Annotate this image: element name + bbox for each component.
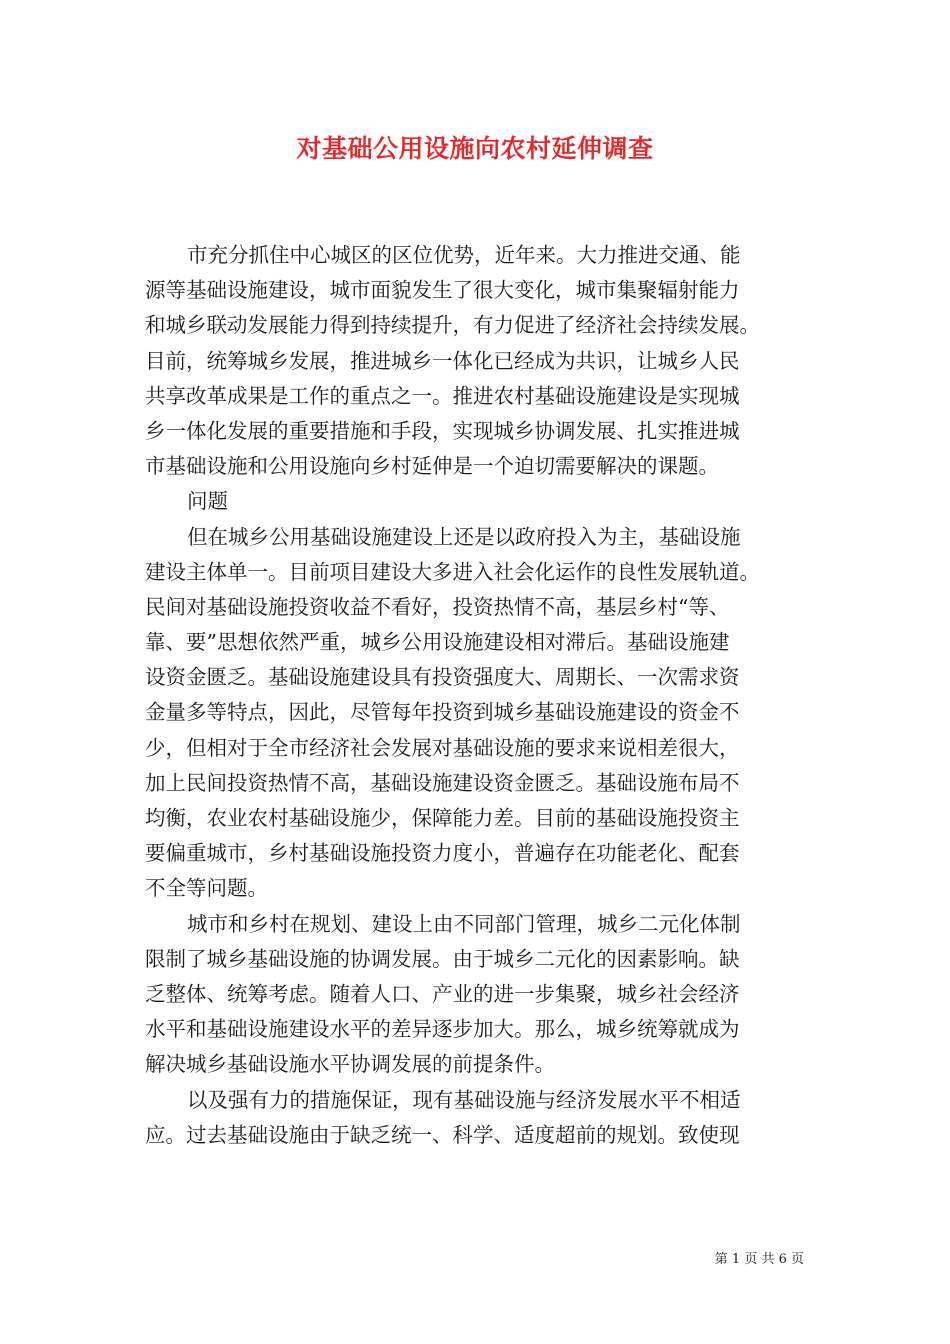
body-line: 乏整体、统筹考虑。随着人口、产业的进一步集聚，城乡社会经济 — [145, 981, 740, 1006]
body-line: 少，但相对于全市经济社会发展对基础设施的要求来说相差很大， — [145, 735, 740, 760]
body-line: 乡一体化发展的重要措施和手段，实现城乡协调发展、扎实推进城 — [145, 418, 740, 443]
body-line: 要偏重城市，乡村基础设施投资力度小，普遍存在功能老化、配套 — [145, 841, 740, 866]
body-line: 建设主体单一。目前项目建设大多进入社会化运作的良性发展轨道。 — [145, 559, 760, 584]
document-title: 对基础公用设施向农村延伸调查 — [296, 134, 654, 163]
body-line: 市基础设施和公用设施向乡村延伸是一个迫切需要解决的课题。 — [145, 454, 719, 479]
body-line: 城市和乡村在规划、建设上由不同部门管理，城乡二元化体制 — [187, 911, 741, 936]
body-line: 共享改革成果是工作的重点之一。推进农村基础设施建设是实现城 — [145, 383, 740, 408]
body-line: 但在城乡公用基础设施建设上还是以政府投入为主，基础设施 — [187, 524, 741, 549]
body-line: 金量多等特点，因此，尽管每年投资到城乡基础设施建设的资金不 — [145, 700, 740, 725]
body-line: 不全等问题。 — [145, 876, 268, 901]
page-number-footer: 第 1 页 共 6 页 — [714, 1252, 804, 1267]
body-line: 靠、要”思想依然严重，城乡公用设施建设相对滞后。基础设施建 — [145, 630, 730, 655]
body-line: 民间对基础设施投资收益不看好，投资热情不高，基层乡村“等、 — [145, 594, 730, 619]
body-line: 水平和基础设施建设水平的差异逐步加大。那么，城乡统筹就成为 — [145, 1017, 740, 1042]
document-body — [145, 238, 807, 1153]
body-line: 以及强有力的措施保证，现有基础设施与经济发展水平不相适 — [187, 1087, 741, 1112]
body-line: 源等基础设施建设，城市面貌发生了很大变化，城市集聚辐射能力 — [145, 278, 740, 303]
body-line: 和城乡联动发展能力得到持续提升，有力促进了经济社会持续发展。 — [145, 313, 760, 338]
body-line: 市充分抓住中心城区的区位优势，近年来。大力推进交通、能 — [187, 243, 741, 267]
body-line: 设资金匮乏。基础设施建设具有投资强度大、周期长、一次需求资 — [145, 665, 740, 690]
body-line: 均衡，农业农村基础设施少，保障能力差。目前的基础设施投资主 — [145, 806, 740, 830]
body-line: 限制了城乡基础设施的协调发展。由于城乡二元化的因素影响。缺 — [145, 946, 740, 971]
body-line: 应。过去基础设施由于缺乏统一、科学、适度超前的规划。致使现 — [145, 1122, 740, 1147]
body-line: 目前，统筹城乡发展，推进城乡一体化已经成为共识，让城乡人民 — [145, 348, 740, 373]
body-line: 加上民间投资热情不高，基础设施建设资金匮乏。基础设施布局不 — [145, 770, 740, 795]
body-line: 问题 — [187, 489, 228, 514]
body-line: 解决城乡基础设施水平协调发展的前提条件。 — [145, 1052, 555, 1077]
